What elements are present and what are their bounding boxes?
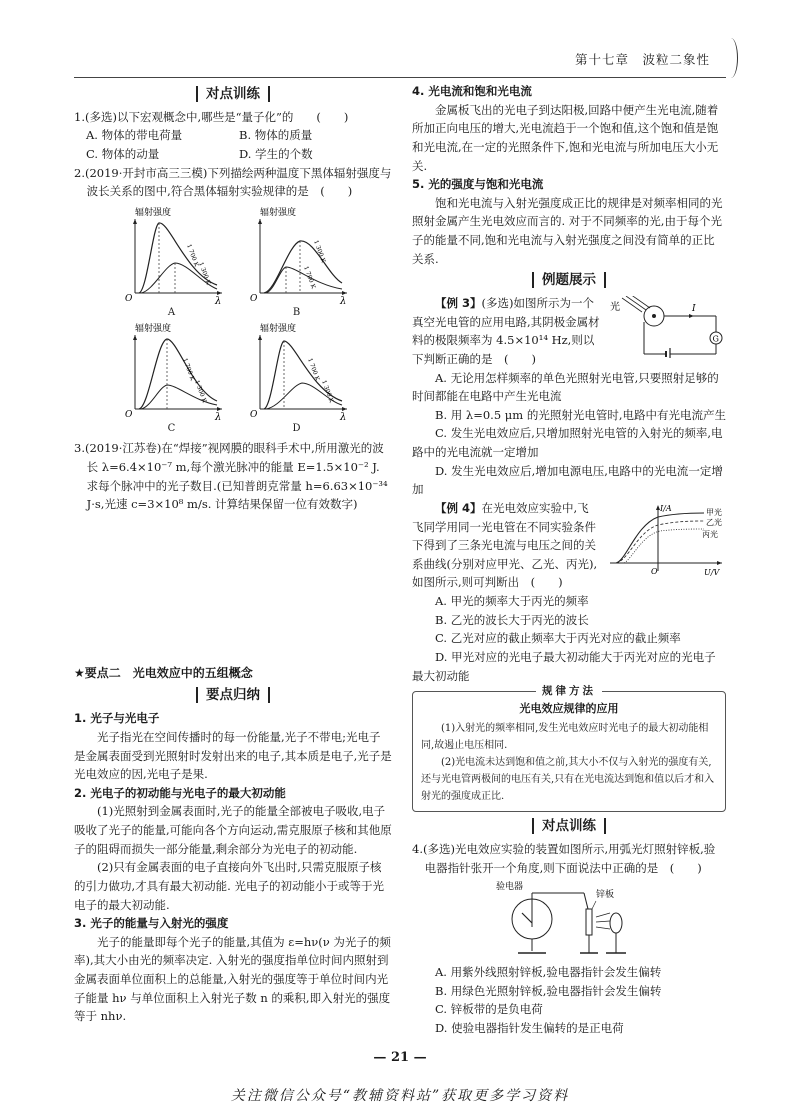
svg-text:O: O (124, 293, 132, 304)
svg-text:1 300 K: 1 300 K (319, 379, 335, 405)
section-title-practice-2: 对点训练 (412, 816, 726, 838)
item-head: 2. 光电子的初动能与光电子的最大初动能 (74, 785, 286, 800)
header-rule (74, 77, 726, 78)
svg-text:辐射强度: 辐射强度 (259, 207, 296, 218)
option: A. 物体的带电荷量 (86, 128, 183, 143)
question-1: 1.(多选)以下宏观概念中,哪些是“量子化”的 ( ) (74, 109, 349, 124)
item-head: 4. 光电流和饱和光电流 (412, 84, 532, 98)
graph-label: A (167, 306, 176, 318)
temp-label-low: 1 300 K (196, 261, 212, 286)
example-label: 【例 4】 (435, 500, 482, 515)
example-label: 【例 3】 (435, 296, 482, 311)
svg-text:I/A: I/A (660, 503, 672, 513)
item-head: 1. 光子与光电子 (74, 711, 160, 726)
svg-text:丙光: 丙光 (702, 529, 718, 539)
left-column (74, 82, 392, 514)
iv-curve-figure (606, 501, 726, 581)
key-point-title: ★要点二 光电效应中的五组概念 (74, 666, 253, 680)
svg-text:O: O (124, 410, 132, 421)
option: D. 甲光对应的光电子最大初动能大于丙光对应的光电子最大初动能 (412, 649, 716, 683)
svg-text:O: O (651, 566, 658, 576)
option: A. 甲光的频率大于丙光的频率 (435, 594, 589, 609)
item-body: 光子的能量即每个光子的能量,其值为 ε=hν(ν 为光子的频率),其大小由光的频率决定. 入射光的强度指单位时间内照射到金属表面单位面积上的总能量,入射光的强度等于单位时间内光子能量 hν 与单位面积上入射光子数 n 的乘积,即入射光的强度等于 nhν. (74, 934, 391, 1024)
rule-paragraph: (2)光电流未达到饱和值之前,其大小不仅与入射光的强度有关,还与光电管两极间的电压有关,只有在光电流达到饱和值以后才和入射光的强度成正比. (421, 757, 715, 803)
chapter-header: 第十七章 波粒二象性 (574, 52, 710, 67)
graph-ylabel: 辐射强度 (134, 207, 171, 218)
option: C. 锌板带的是负电荷 (435, 1002, 543, 1017)
graph-label: B (292, 306, 301, 318)
option: A. 无论用怎样频率的单色光照射光电管,只要照射足够的时间都能在电路中产生光电流 (412, 370, 719, 404)
svg-text:辐射强度: 辐射强度 (259, 324, 296, 335)
item-body: 光子指光在空间传播时的每一份能量,光子不带电;光电子是金属表面受到光照射时发射出来的电子,其本质是电子,光子是光电效应的因,光电子是果. (74, 729, 392, 782)
graph-b (239, 205, 354, 321)
rule-tag: 规律方法 (536, 683, 602, 700)
svg-text:1 300 K: 1 300 K (311, 239, 327, 264)
rule-head: 光电效应规律的应用 (519, 702, 619, 716)
option: B. 物体的质量 (239, 128, 313, 143)
option: D. 发生光电效应后,增加电源电压,电路中的光电流一定增加 (412, 463, 723, 497)
svg-text:O: O (249, 293, 257, 304)
option: D. 使验电器指针发生偏转的是正电荷 (435, 1021, 624, 1036)
svg-text:λ: λ (339, 412, 346, 422)
svg-text:辐射强度: 辐射强度 (134, 324, 171, 335)
section-title-examples: 例题展示 (412, 270, 726, 292)
svg-text:U/V: U/V (704, 567, 720, 577)
question-2: 2.(2019·开封市高三三模)下列描绘两种温度下黑体辐射强度与波长关系的图中,符合黑体辐射实验规律的是 ( ) (74, 165, 392, 199)
graph-a (114, 205, 229, 321)
item-head: 3. 光子的能量与入射光的强度 (74, 916, 229, 931)
page-number: — 21 — (373, 1050, 427, 1065)
item-body: (1)光照射到金属表面时,光子的能量全部被电子吸收,电子吸收了光子的能量,可能向各个方向运动,需克服原子核和其他原子的阻碍而损失一部分能量,剩余部分为光电子的初动能. (74, 804, 392, 856)
example-3 (412, 294, 726, 499)
example-text: (多选)如图所示为一个真空光电管的应用电路,其阴极金属材料的极限频率为 4.5×10¹⁴ Hz,则以下判断正确的是 ( ) (412, 296, 600, 366)
item-body: 饱和光电流与入射光强度成正比的规律是对频率相同的光照射金属产生光电效应而言的. 对于不同频率的光,由于每个光子的能量不同,饱和光电流与入射光强度之间没有简单的正比关系. (412, 195, 723, 266)
svg-text:验电器: 验电器 (496, 882, 524, 893)
item-head: 5. 光的强度与饱和光电流 (412, 177, 544, 192)
example-4 (412, 499, 726, 685)
svg-text:甲光: 甲光 (706, 507, 722, 517)
key-point-two (74, 664, 392, 1026)
section-title-practice: 对点训练 (74, 84, 392, 106)
svg-text:1 700 K: 1 700 K (301, 265, 317, 290)
option: C. 物体的动量 (86, 147, 160, 162)
option: A. 用紫外线照射锌板,验电器指针会发生偏转 (435, 965, 662, 980)
svg-text:λ: λ (339, 295, 346, 305)
svg-text:λ: λ (214, 295, 221, 305)
phototube-circuit-figure (608, 296, 726, 358)
option: B. 用绿色光照射锌板,验电器指针会发生偏转 (435, 983, 662, 998)
option: B. 乙光的波长大于丙光的波长 (435, 612, 589, 627)
svg-text:1 300 K: 1 300 K (192, 379, 208, 405)
section-title-summary: 要点归纳 (74, 685, 392, 707)
rule-method-box (412, 685, 726, 812)
svg-text:光: 光 (610, 302, 620, 314)
item-body: 金属板飞出的光电子到达阳极,回路中便产生光电流,随着所加正向电压的增大,光电流趋于一个饱和值,这个饱和值是饱和光电流,在一定的光照条件下,饱和光电流与所加电压大小无关. (412, 102, 719, 173)
temp-label-high: 1 700 K (184, 243, 200, 268)
graph-label: C (167, 423, 176, 435)
svg-text:λ: λ (214, 412, 221, 422)
svg-text:I: I (692, 304, 696, 315)
svg-text:锌板: 锌板 (596, 890, 615, 901)
example-text: 在光电效应实验中,飞飞同学用同一光电管在不同实验条件下得到了三条光电流与电压之间的关系曲线(分别对应甲光、乙光、丙光),如图所示,则可判断出 ( ) (412, 500, 598, 590)
option: C. 发生光电效应后,只增加照射光电管的入射光的频率,电路中的光电流就一定增加 (412, 426, 723, 460)
question-1-options (74, 126, 392, 163)
option: C. 乙光对应的截止频率大于丙光对应的截止频率 (435, 631, 681, 646)
blackbody-graphs (114, 205, 354, 437)
svg-text:O: O (249, 410, 257, 421)
question-3: 3.(2019·江苏卷)在“焊接”视网膜的眼科手术中,所用激光的波长 λ=6.4×10⁻⁷ m,每个激光脉冲的能量 E=1.5×10⁻² J. 求每个脉冲中的光子数目.(已知普朗克常量 h=6.63×10⁻³⁴ J·s,光速 c=3×10⁸ m/s. 计算结果保留一位有效数字) (74, 441, 388, 512)
item-body: (2)只有金属表面的电子直接向外飞出时,只需克服原子核的引力做功,才具有最大初动能. 光电子的初动能小于或等于光电子的最大初动能. (74, 860, 384, 912)
svg-text:1 700 K: 1 700 K (305, 357, 321, 383)
option: B. 用 λ=0.5 μm 的光照射光电管时,电路中有光电流产生 (435, 407, 726, 422)
svg-text:1 700 K: 1 700 K (180, 357, 196, 383)
right-column (412, 82, 726, 1038)
graph-label: D (292, 423, 301, 435)
question-4: 4.(多选)光电效应实验的装置如图所示,用弧光灯照射锌板,验电器指针张开一个角度,则下面说法中正确的是 ( ) (412, 841, 716, 875)
electroscope-figure (492, 879, 632, 961)
header-decoration (724, 38, 738, 78)
option: D. 学生的个数 (239, 147, 313, 162)
svg-text:乙光: 乙光 (706, 517, 722, 527)
svg-text:G: G (712, 334, 719, 344)
graph-c (114, 321, 229, 437)
footer-note: 关注微信公众号“教辅资料站”获取更多学习资料 (230, 1088, 570, 1104)
rule-paragraph: (1)入射光的频率相同,发生光电效应时光电子的最大初动能相同,故遏止电压相同. (421, 723, 709, 752)
graph-d (239, 321, 354, 437)
